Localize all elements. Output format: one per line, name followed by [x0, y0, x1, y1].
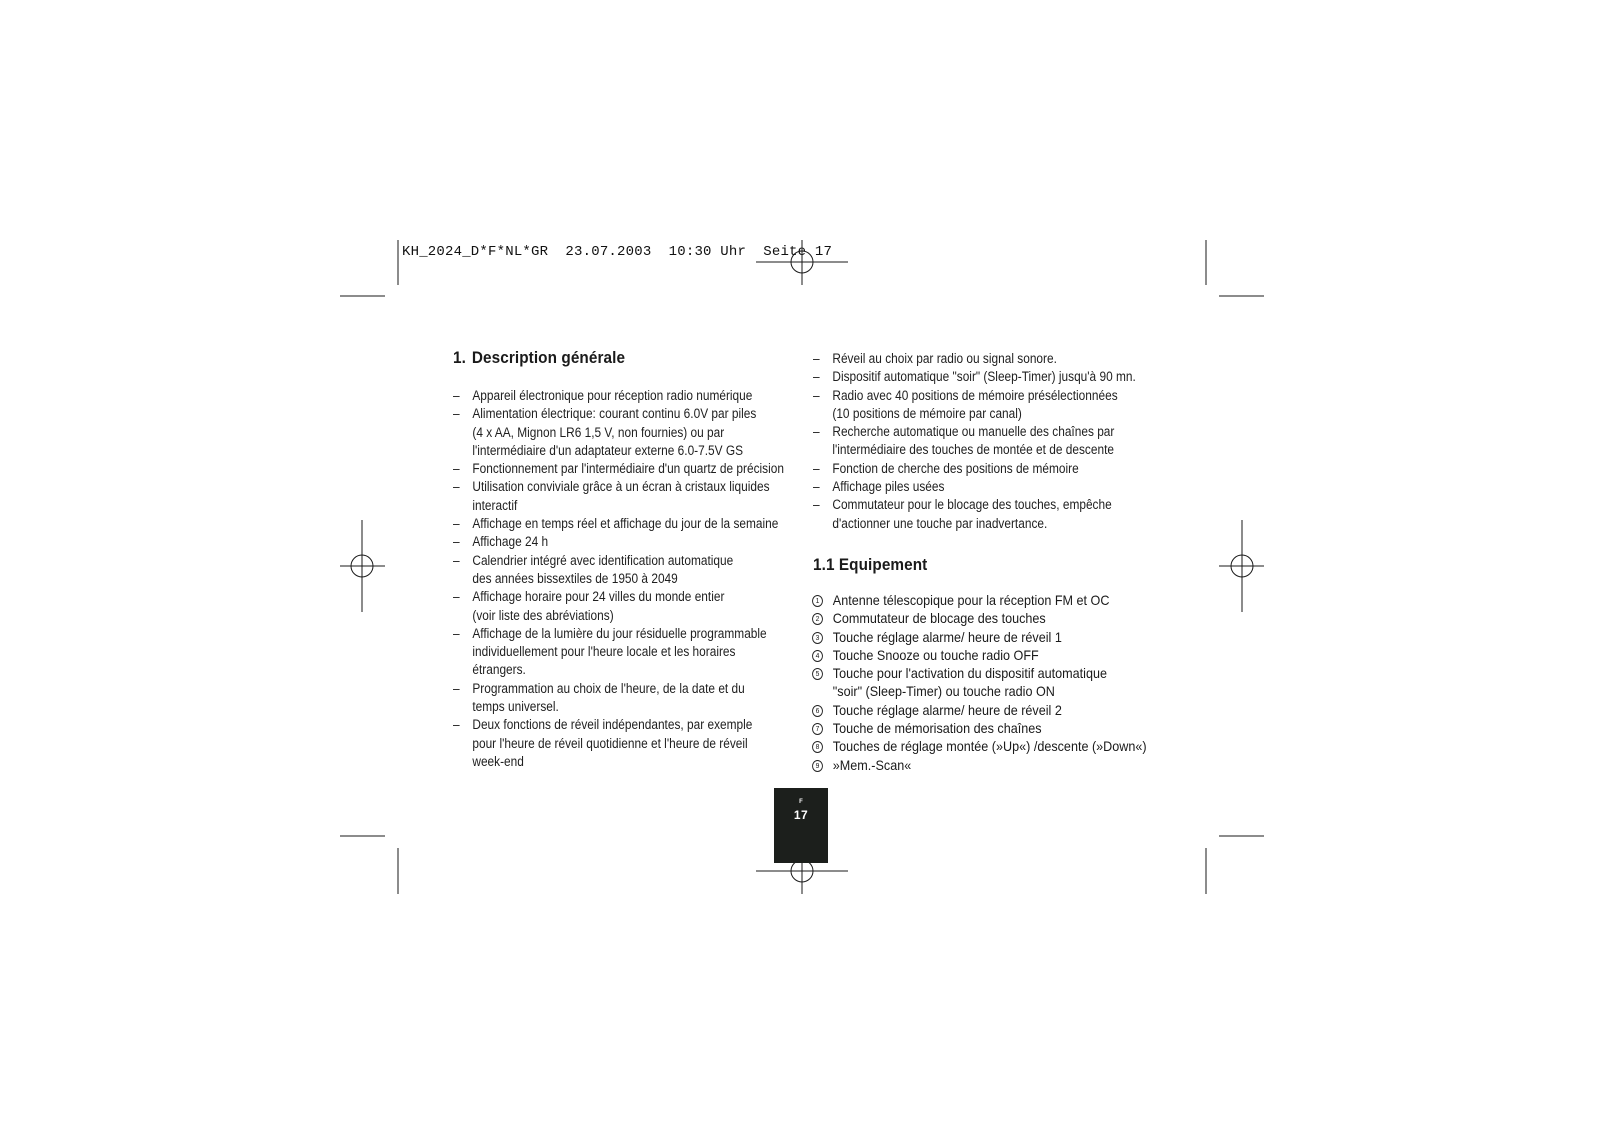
- equipment-item-text: Touche Snooze ou touche radio OFF: [832, 646, 1039, 663]
- list-item: – Commutateur pour le blocage des touches, empêche: [813, 496, 1158, 514]
- list-item: – Réveil au choix par radio ou signal sonore.: [813, 350, 1158, 368]
- list-item: – Dispositif automatique "soir" (Sleep-Timer) jusqu'à 90 mn.: [813, 368, 1158, 386]
- left-column: [453, 348, 803, 771]
- list-item-continued: des années bissextiles de 1950 à 2049: [472, 570, 678, 586]
- list-item-continued: (4 x AA, Mignon LR6 1,5 V, non fournies) ou par: [472, 424, 725, 440]
- section-number: 1.: [453, 348, 466, 367]
- list-item-continued: week-end: [472, 753, 524, 769]
- equipment-item-text: Touche pour l'activation du dispositif automatique: [832, 665, 1107, 682]
- list-item: – Affichage 24 h: [453, 533, 798, 551]
- list-item-continued: l'intermédiaire d'un adaptateur externe 6.0-7.5V GS: [472, 442, 744, 458]
- equipment-item: [813, 719, 1175, 737]
- list-item-continued: (voir liste des abréviations): [472, 607, 614, 623]
- equipment-item-text: Touches de réglage montée (»Up«) /descente (»Down«): [832, 738, 1147, 755]
- circled-number: 6: [812, 705, 823, 717]
- equipment-item: [813, 701, 1175, 719]
- list-item: – Deux fonctions de réveil indépendantes, par exemple: [453, 716, 798, 734]
- language-code: F: [799, 799, 803, 805]
- equipment-item: [813, 756, 1175, 774]
- list-item: – Utilisation conviviale grâce à un écran à cristaux liquides: [453, 478, 798, 496]
- list-item: – Affichage piles usées: [813, 478, 1158, 496]
- equipment-item-text: Touche de mémorisation des chaînes: [832, 720, 1042, 737]
- list-item: – Alimentation électrique: courant continu 6.0V par piles: [453, 405, 798, 423]
- equipment-item: [813, 591, 1175, 609]
- list-item: – Appareil électronique pour réception radio numérique: [453, 387, 798, 405]
- section-title: Description générale: [471, 348, 626, 367]
- list-item-continued: temps universel.: [472, 699, 559, 715]
- circled-number: 2: [812, 613, 823, 625]
- circled-number: 8: [812, 741, 823, 753]
- right-column: [813, 350, 1173, 774]
- equipment-item: [813, 646, 1175, 664]
- equipment-item-text: Commutateur de blocage des touches: [832, 610, 1046, 627]
- list-item: – Calendrier intégré avec identification automatique: [453, 552, 798, 570]
- equipment-list: [813, 591, 1173, 774]
- list-item-continued: interactif: [472, 497, 518, 513]
- list-item-continued: d'actionner une touche par inadvertance.: [832, 515, 1048, 531]
- subsection-title: 1.1 Equipement: [813, 554, 928, 574]
- feature-list-continued: [813, 350, 1173, 533]
- equipment-item: [813, 664, 1175, 682]
- circled-number: 3: [812, 632, 823, 644]
- list-item: – Affichage de la lumière du jour résiduelle programmable: [453, 625, 798, 643]
- page-number-tab: [774, 788, 828, 863]
- list-item: – Radio avec 40 positions de mémoire présélectionnées: [813, 387, 1158, 405]
- list-item-continued: pour l'heure de réveil quotidienne et l'heure de réveil: [472, 735, 748, 751]
- equipment-item-text: Touche réglage alarme/ heure de réveil 1: [832, 628, 1062, 645]
- circled-number: 7: [812, 723, 823, 735]
- print-slug: KH_2024_D*F*NL*GR 23.07.2003 10:30 Uhr Seite 17: [402, 244, 833, 260]
- equipment-item: [813, 628, 1175, 646]
- equipment-item: [813, 737, 1175, 755]
- list-item-continued: individuellement pour l'heure locale et les horaires: [472, 644, 736, 660]
- list-item: – Fonction de cherche des positions de mémoire: [813, 460, 1158, 478]
- equipment-item: [813, 609, 1175, 627]
- equipment-item-text: Antenne télescopique pour la réception FM et OC: [832, 591, 1110, 608]
- list-item-continued: l'intermédiaire des touches de montée et de descente: [832, 442, 1114, 458]
- equipment-item-continued: [813, 682, 1175, 700]
- circled-number: 9: [812, 760, 823, 772]
- feature-list: [453, 387, 803, 771]
- page-number: 17: [793, 808, 809, 822]
- circled-number: 4: [812, 650, 823, 662]
- list-item-continued: (10 positions de mémoire par canal): [832, 405, 1022, 421]
- list-item-continued: étrangers.: [472, 662, 526, 678]
- section-heading: [453, 348, 768, 368]
- circled-number: 1: [812, 595, 823, 607]
- list-item: – Programmation au choix de l'heure, de la date et du: [453, 680, 798, 698]
- list-item: – Affichage en temps réel et affichage du jour de la semaine: [453, 515, 798, 533]
- circled-number: 5: [812, 668, 823, 680]
- equipment-item-text: »Mem.-Scan«: [832, 756, 912, 773]
- list-item: – Fonctionnement par l'intermédiaire d'un quartz de précision: [453, 460, 798, 478]
- equipment-item-text: "soir" (Sleep-Timer) ou touche radio ON: [832, 683, 1055, 700]
- list-item: – Recherche automatique ou manuelle des chaînes par: [813, 423, 1158, 441]
- list-item: – Affichage horaire pour 24 villes du monde entier: [453, 588, 798, 606]
- equipment-item-text: Touche réglage alarme/ heure de réveil 2: [832, 701, 1062, 718]
